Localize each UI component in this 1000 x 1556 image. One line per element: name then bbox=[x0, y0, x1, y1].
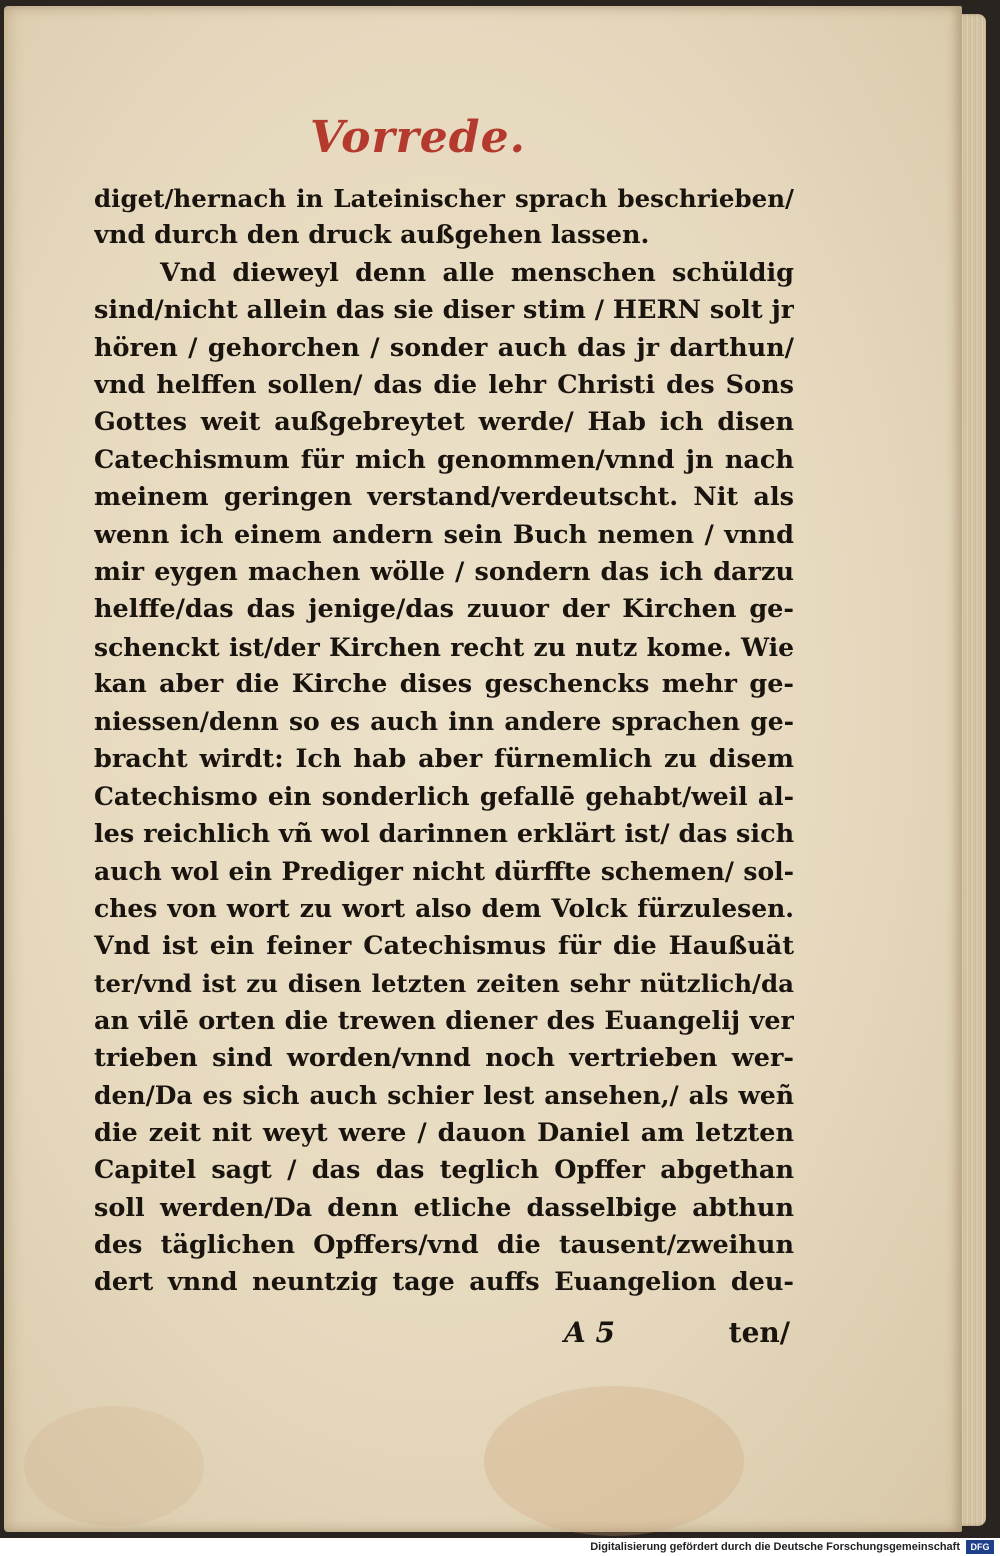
body-text bbox=[94, 180, 794, 1302]
text-line: diget/hernach in Lateinischer sprach beschrieben/ bbox=[94, 184, 794, 213]
text-line: vnd durch den druck außgehen lassen. bbox=[94, 220, 650, 251]
text-line: schenckt ist/der Kirchen recht zu nutz kome. Wie bbox=[94, 632, 794, 662]
text-line: den/Da es sich auch schier lest ansehen,/ als weñ bbox=[94, 1081, 794, 1111]
dfg-logo: DFG bbox=[966, 1540, 994, 1554]
text-line: Catechismum für mich genommen/vnnd jn nach bbox=[94, 444, 794, 475]
text-line: bracht wirdt: Ich hab aber fürnemlich zu disem bbox=[94, 743, 794, 774]
text-line: Gottes weit außgebreytet werde/ Hab ich disen bbox=[94, 407, 794, 438]
catchword: ten/ bbox=[728, 1316, 790, 1349]
text-line: dert vnnd neuntzig tage auffs Euangelion deu- bbox=[94, 1267, 794, 1298]
text-line: mir eygen machen wölle / sondern das ich darzu bbox=[94, 556, 794, 587]
text-line: les reichlich vñ wol darinnen erklärt ist/ das sich bbox=[94, 818, 794, 849]
text-line: wenn ich einem andern sein Buch nemen / vnnd bbox=[94, 519, 794, 550]
page-stain bbox=[24, 1406, 204, 1526]
text-line: sind/nicht allein das sie diser stim / HERN solt jr bbox=[94, 295, 794, 326]
page-stain bbox=[484, 1386, 744, 1536]
footer-credit: Digitalisierung gefördert durch die Deutsche Forschungsgemeinschaft bbox=[590, 1541, 960, 1553]
text-line: des täglichen Opffers/vnd die tausent/zweihun bbox=[94, 1229, 794, 1260]
signature-mark: A 5 bbox=[564, 1316, 615, 1349]
text-line: soll werden/Da denn etliche dasselbige abthun bbox=[94, 1192, 794, 1223]
text-line: auch wol ein Prediger nicht dürffte schemen/ sol- bbox=[94, 857, 794, 887]
text-line: ter/vnd ist zu disen letzten zeiten sehr nützlich/da bbox=[94, 969, 794, 999]
text-line: Vnd ist ein feiner Catechismus für die Haußuät bbox=[94, 930, 794, 961]
text-line: kan aber die Kirche dises geschencks mehr ge- bbox=[94, 669, 794, 700]
page-foot bbox=[560, 1316, 790, 1360]
text-line: ches von wort zu wort also dem Volck fürzulesen. bbox=[94, 894, 794, 924]
text-line: Capitel sagt / das das teglich Opffer abgethan bbox=[94, 1155, 794, 1186]
text-line: Catechismo ein sonderlich gefallē gehabt/weil al- bbox=[94, 782, 794, 812]
page-header: Vorrede. bbox=[310, 112, 526, 163]
text-line: hören / gehorchen / sonder auch das jr darthun/ bbox=[94, 332, 794, 363]
text-line: an vilē orten die trewen diener des Euangelij ver bbox=[94, 1005, 794, 1036]
text-line: trieben sind worden/vnnd noch vertrieben wer- bbox=[94, 1042, 794, 1073]
text-line: niessen/denn so es auch inn andere sprachen ge- bbox=[94, 707, 794, 737]
text-line: meinem geringen verstand/verdeutscht. Nit als bbox=[94, 482, 794, 513]
text-line: die zeit nit weyt were / dauon Daniel am letzten bbox=[94, 1117, 794, 1148]
text-line: vnd helffen sollen/ das die lehr Christi des Sons bbox=[94, 369, 794, 400]
text-line: helffe/das das jenige/das zuuor der Kirchen ge- bbox=[94, 594, 794, 625]
text-line: Vnd dieweyl denn alle menschen schüldig bbox=[160, 257, 794, 288]
